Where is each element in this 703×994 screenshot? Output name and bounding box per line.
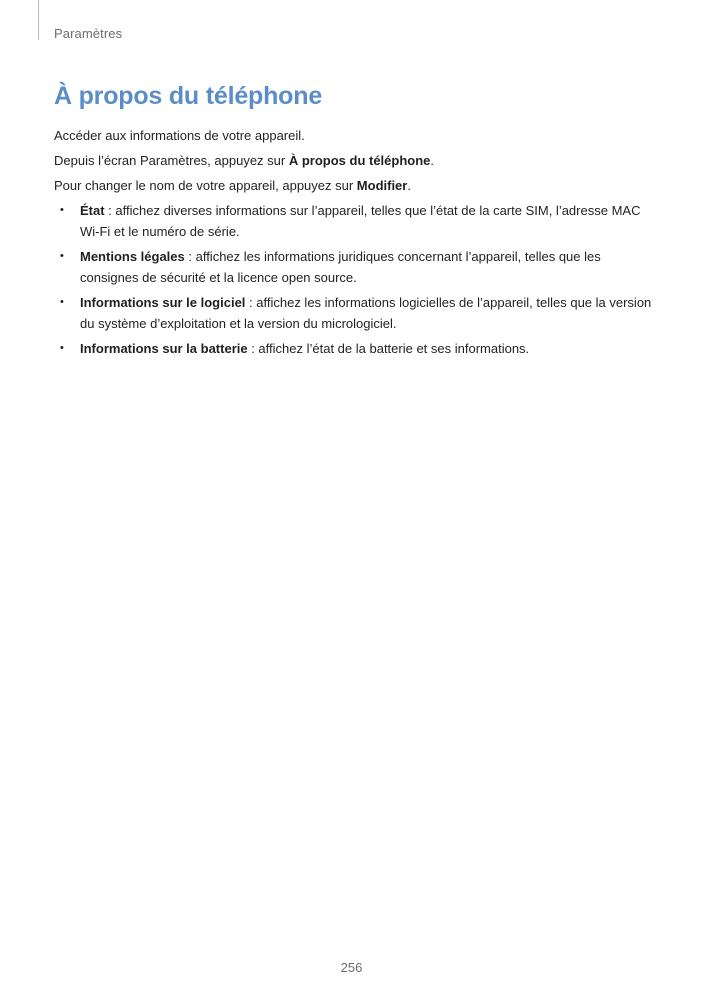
instruction-line [54,175,654,196]
section-label: Paramètres [54,26,123,41]
instruction-punct: . [407,178,411,193]
item-description: : affichez l’état de la batterie et ses informations. [247,341,530,356]
item-term: Informations sur la batterie [80,341,248,356]
bullet-icon: • [60,204,64,216]
page-number: 256 [340,960,363,975]
feature-list [54,200,654,359]
instruction-punct: . [430,153,435,168]
list-item [54,200,654,242]
item-description: : affichez les informations juridiques concernant l’appareil, telles que les consignes de sécurité et la licence open source. [80,249,601,285]
item-description: : affichez diverses informations sur l’appareil, telles que l’état de la carte SIM, l’adresse MAC Wi-Fi et le numéro de série. [80,203,641,239]
instruction-text: Pour changer le nom de votre appareil, appuyez sur [54,178,357,193]
item-description: : affichez les informations logicielles de l’appareil, telles que la version du système d’exploitation et la version du micrologiciel. [80,295,652,331]
list-item [54,292,654,334]
list-item [54,338,654,359]
item-term: Mentions légales [80,249,185,264]
list-item [54,246,654,288]
corner-rule [38,0,39,40]
instruction-emphasis: À propos du téléphone [288,153,431,168]
item-term: État [80,203,105,218]
bullet-icon: • [60,250,64,262]
bullet-icon: • [60,296,64,308]
instruction-emphasis: Modifier [356,178,408,193]
item-term: Informations sur le logiciel [80,295,246,310]
page-title: À propos du téléphone [54,82,323,110]
intro-text: Accéder aux informations de votre appareil. [54,128,305,143]
instruction-line [54,150,654,171]
instruction-text: Depuis l’écran Paramètres, appuyez sur [54,153,289,168]
bullet-icon: • [60,342,64,354]
content-body [54,125,654,363]
